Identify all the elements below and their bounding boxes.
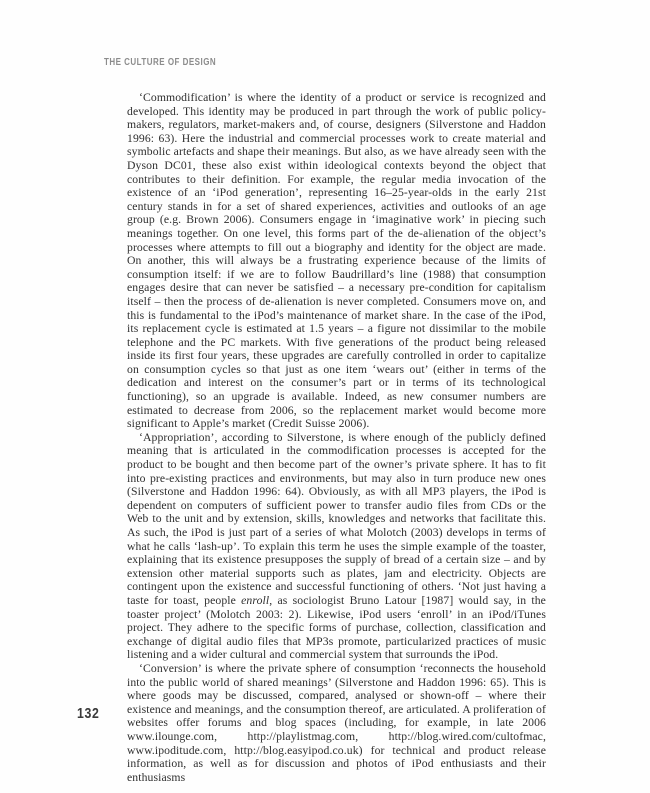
text-segment: , as sociologist Bruno Latour [1987] would say, in the toaster project’ (Molotch 2003: 2). Likewise, iPod users ‘enroll’ in an iPod/iTunes project. They adhere to the specific forms of purchase, collection, classification and exchange of digital audio files that MP3s promote, particularized practices of music listening and a wider cultural and commercial system that surrounds the iPod. (127, 593, 546, 662)
body-text (127, 91, 546, 784)
text-segment: ‘Conversion’ is where the private sphere of consumption ‘reconnects the household into the public world of shared meanings’ (Silverstone and Haddon 1996: 65). This is where goods may be discussed, compared, analysed or shown-off – where their existence and meanings, and the consumption thereof, are articulated. A proliferation of websites offer forums and blog spaces (including, for example, in late 2006 www.ilounge.com, http://playlistmag.com, http://blog.wired.com/cultofmac, www.ipoditude.com, http://blog.easyipod.co.uk) for technical and product release information, as well as for discussion and photos of iPod enthusiasts and their enthusiasms (127, 661, 546, 784)
paragraph (127, 662, 546, 784)
text-segment: ‘Appropriation’, according to Silverstone, is where enough of the publicly defined meaning that is articulated in the commodification processes is accepted for the product to be bought and then become part of the owner’s private sphere. It has to fit into pre-existing practices and environments, but may also in turn produce new ones (Silverstone and Haddon 1996: 64). Obviously, as with all MP3 players, the iPod is dependent on computers of sufficient power to transfer audio files from CDs or the Web to the unit and by extension, skills, knowledges and networks that facilitate this. As such, the iPod is just part of a series of what Molotch (2003) develops in terms of what he calls ‘lash-up’. To explain this term he uses the simple example of the toaster, explaining that its existence presupposes the supply of bread of a certain size – and by extension other material supports such as plates, jam and electricity. Objects are contingent upon the existence and successful functioning of others. ‘Not just having a taste for toast, people (127, 430, 546, 607)
running-header: THE CULTURE OF DESIGN (104, 57, 217, 68)
paragraph (127, 91, 546, 431)
text-segment: ‘Commodification’ is where the identity of a product or service is recognized and developed. This identity may be produced in part through the work of public policy-makers, regulators, market-makers and, of course, designers (Silverstone and Haddon 1996: 63). Here the industrial and commercial processes work to create material and symbolic artefacts and shape their meanings. But also, as we have already seen with the Dyson DC01, these also exist within ideological contexts beyond the object that contributes to their definition. For example, the regular media invocation of the existence of an ‘iPod generation’, representing 16–25-year-olds in the early 21st century stands in for a set of shared experiences, activities and outlooks of an age group (e.g. Brown 2006). Consumers engage in ‘imaginative work’ in piecing such meanings together. On one level, this forms part of the de-alienation of the object’s processes where attempts to fill out a biography and identity for the object are made. On another, this will always be a frustrating experience because of the limits of consumption itself: if we are to follow Baudrillard’s line (1988) that consumption engages desire that can never be satisfied – a necessary pre-condition for capitalism itself – then the process of de-alienation is never completed. Consumers move on, and this is fundamental to the iPod’s maintenance of market share. In the case of the iPod, its replacement cycle is estimated at 1.5 years – a figure not dissimilar to the mobile telephone and the PC markets. With five generations of the product being released inside its first four years, these upgrades are carefully controlled in order to capitalize on consumption cycles so that just as one item ‘wears out’ (either in terms of the dedication and interest on the consumer’s part or in terms of its technological functioning), so an upgrade is available. Indeed, as new consumer numbers are estimated to decrease from 2006, so the replacement market would become more significant to Apple’s market (Credit Suisse 2006). (127, 91, 546, 431)
page-number: 132 (77, 705, 100, 722)
paragraph (127, 431, 546, 662)
italic-text-segment: enroll (241, 593, 270, 607)
